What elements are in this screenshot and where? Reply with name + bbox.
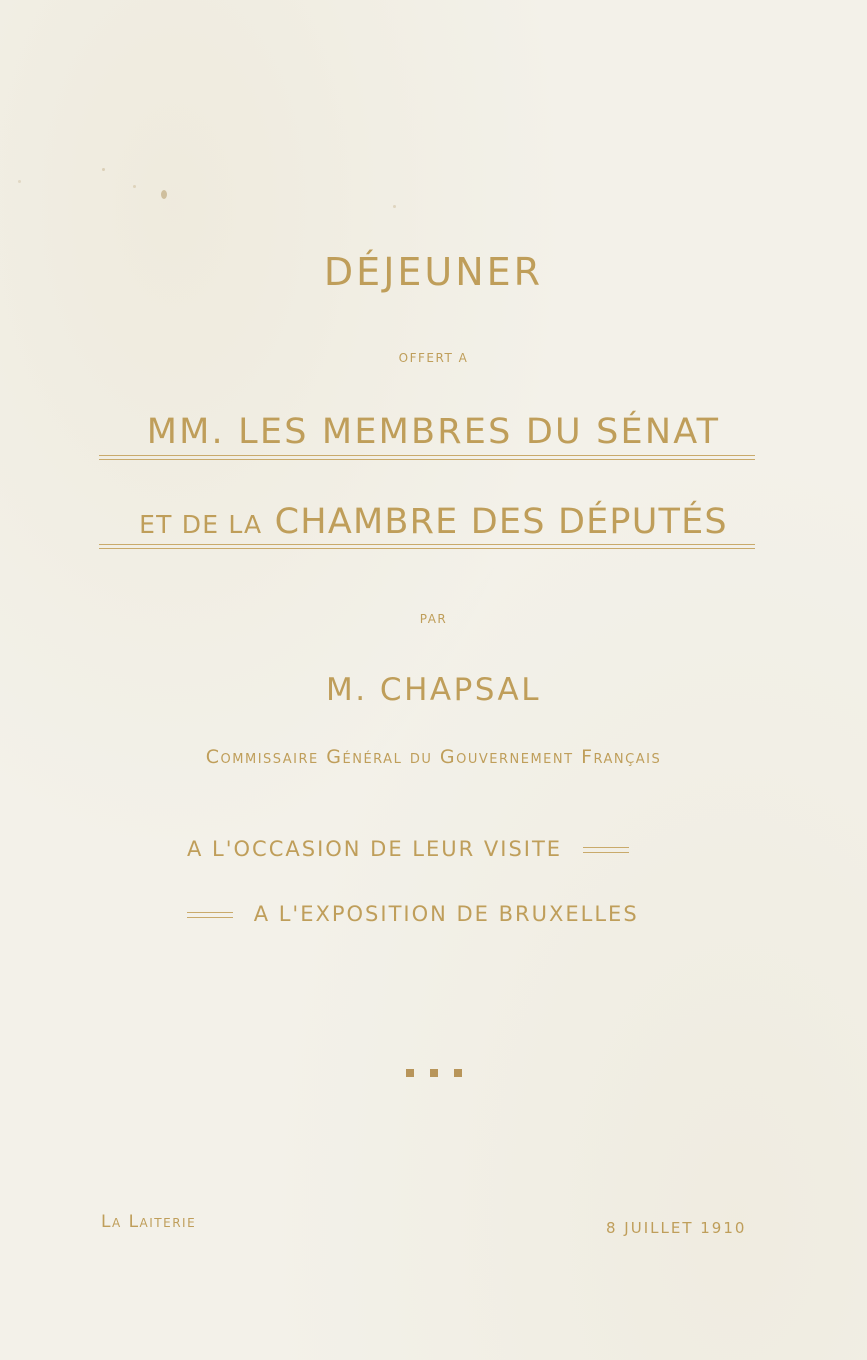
chamber-line (0, 502, 867, 542)
paper-spot (161, 190, 167, 199)
card-title: DÉJEUNER (323, 250, 544, 294)
double-dash-ornament (583, 847, 629, 853)
occasion-line-2-text: A L'EXPOSITION DE BRUXELLES (253, 902, 639, 926)
paper-spot (133, 185, 136, 188)
offered-to-label: OFFERT A (398, 351, 469, 365)
double-rule (99, 455, 755, 460)
square-dot (430, 1069, 438, 1077)
host-title: Commissaire Général du Gouvernement Français (205, 746, 662, 768)
paper-spot (393, 205, 396, 208)
occasion-line-1 (187, 837, 629, 861)
paper-spot (18, 180, 21, 183)
square-dot (454, 1069, 462, 1077)
senate-line: MM. LES MEMBRES DU SÉNAT (146, 412, 721, 452)
host-name: M. CHAPSAL (325, 672, 542, 708)
chamber-line-main: CHAMBRE DES DÉPUTÉS (274, 502, 728, 542)
double-rule (99, 544, 755, 549)
double-dash-ornament (187, 912, 233, 918)
date-label: 8 JUILLET 1910 (606, 1219, 747, 1237)
occasion-line-2 (187, 902, 639, 926)
chamber-line-prefix: ET DE LA (139, 510, 263, 539)
occasion-line-1-text: A L'OCCASION DE LEUR VISITE (187, 837, 563, 861)
square-ornament (0, 1062, 867, 1081)
square-dot (406, 1069, 414, 1077)
paper-spot (102, 168, 105, 171)
place-label: La Laiterie (101, 1212, 197, 1232)
by-label: PAR (419, 612, 448, 626)
